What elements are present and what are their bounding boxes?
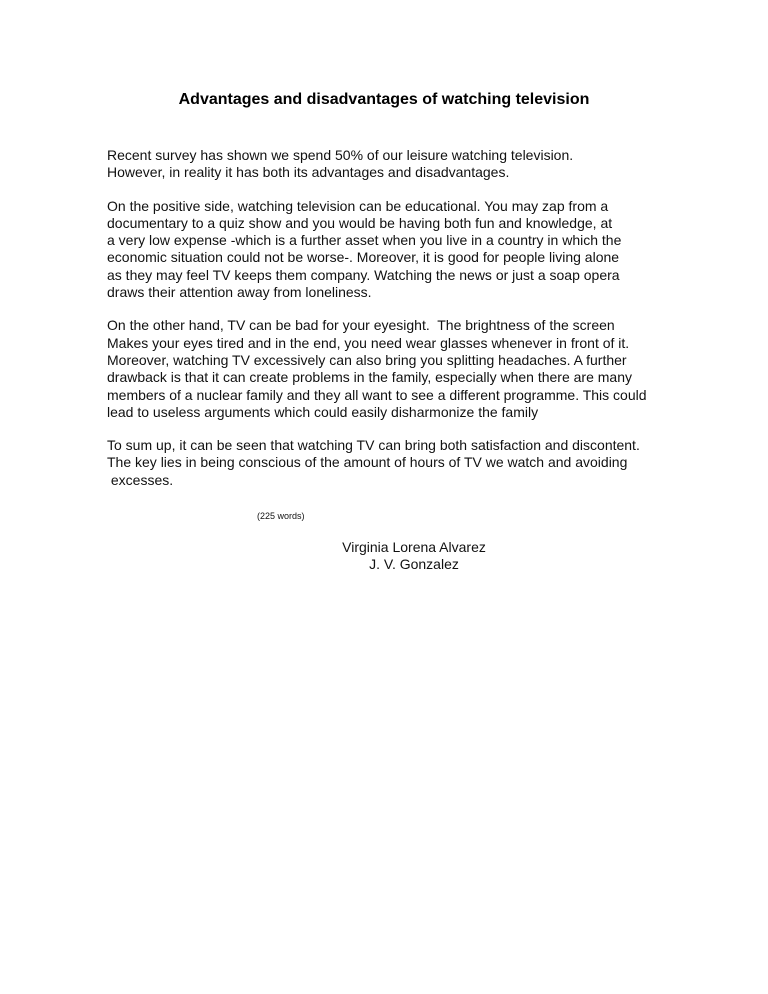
text-line: members of a nuclear family and they all want to see a different programme. This could	[107, 386, 647, 403]
text-line: documentary to a quiz show and you would be having both fun and knowledge, at	[107, 214, 613, 231]
author-name: J. V. Gonzalez	[369, 556, 459, 573]
text-line: On the positive side, watching television can be educational. You may zap from a	[107, 197, 609, 214]
text-line: Recent survey has shown we spend 50% of our leisure watching television.	[107, 147, 574, 163]
text-line: as they may feel TV keeps them company. Watching the news or just a soap opera	[107, 266, 620, 283]
document-title: Advantages and disadvantages of watching television	[178, 91, 590, 108]
text-line: a very low expense -which is a further asset when you live in a country in which the	[107, 232, 622, 249]
text-line: Makes your eyes tired and in the end, you need wear glasses whenever in front of it.	[107, 334, 630, 351]
paragraph-disadvantages	[107, 317, 747, 421]
text-line: However, in reality it has both its advantages and disadvantages.	[107, 164, 510, 181]
paragraph-intro	[107, 147, 747, 182]
paragraph-conclusion	[107, 437, 747, 489]
text-line: draws their attention away from loneliness.	[107, 284, 372, 301]
text-line: excesses.	[107, 471, 174, 488]
text-line: The key lies in being conscious of the amount of hours of TV we watch and avoiding	[107, 454, 628, 471]
author-name: Virginia Lorena Alvarez	[342, 539, 486, 555]
text-line: economic situation could not be worse-. Moreover, it is good for people living alone	[107, 249, 620, 266]
text-line: drawback is that it can create problems in the family, especially when there are many	[107, 369, 632, 386]
text-line: lead to useless arguments which could easily disharmonize the family	[107, 403, 539, 420]
text-line: To sum up, it can be seen that watching TV can bring both satisfaction and discontent.	[107, 437, 640, 454]
author-signature	[300, 539, 528, 574]
word-count: (225 words)	[257, 511, 305, 521]
text-line: On the other hand, TV can be bad for your eyesight. The brightness of the screen	[107, 317, 615, 334]
document-body	[107, 147, 747, 489]
paragraph-advantages	[107, 198, 747, 302]
text-line: Moreover, watching TV excessively can also bring you splitting headaches. A further	[107, 351, 627, 368]
